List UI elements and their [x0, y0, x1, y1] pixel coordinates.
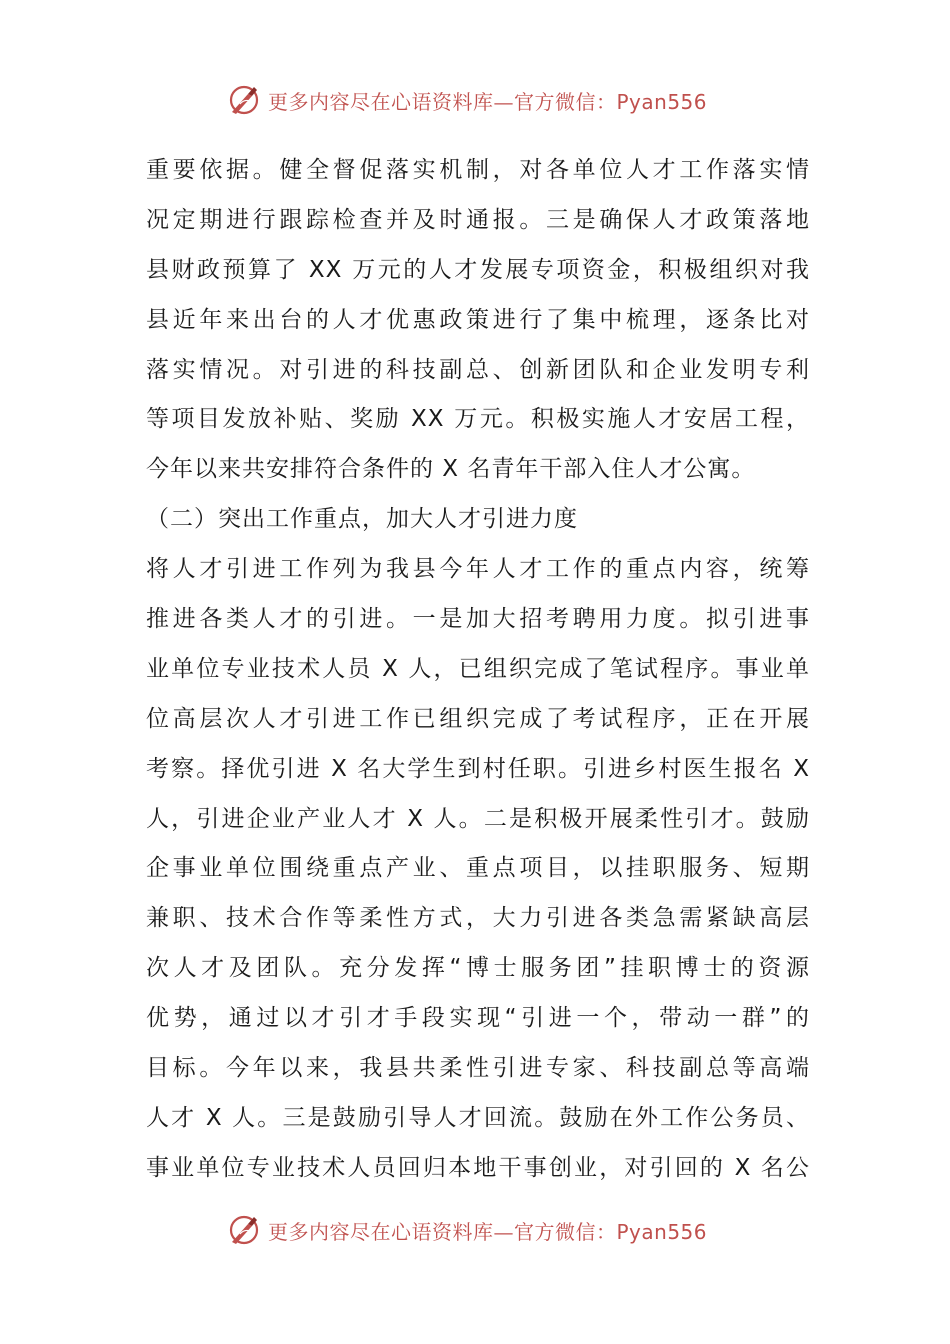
text-line: 业单位专业技术人员 X 人，已组织完成了笔试程序。事业单 [146, 655, 810, 682]
text-line: 人，引进企业产业人才 X 人。二是积极开展柔性引才。鼓励 [146, 805, 810, 832]
text-line: 优势，通过以才引才手段实现“引进一个，带动一群”的 [146, 1005, 810, 1032]
text-line: 目标。今年以来，我县共柔性引进专家、科技副总等高端 [146, 1055, 810, 1082]
footer-banner-text: 更多内容尽在心语资料库—官方微信：Pyan556 [268, 1219, 708, 1244]
pen-circle-logo-icon [226, 82, 262, 118]
text-line: 县近年来出台的人才优惠政策进行了集中梳理，逐条比对 [146, 306, 810, 333]
text-line: 县财政预算了 XX 万元的人才发展专项资金，积极组织对我 [146, 256, 810, 283]
section-heading: （二）突出工作重点，加大人才引进力度 [146, 506, 578, 533]
header-banner-text: 更多内容尽在心语资料库—官方微信：Pyan556 [268, 89, 708, 114]
text-line: 事业单位专业技术人员回归本地干事创业，对引回的 X 名公 [146, 1154, 810, 1181]
text-line: 等项目发放补贴、奖励 XX 万元。积极实施人才安居工程， [146, 406, 810, 433]
text-line: 落实情况。对引进的科技副总、创新团队和企业发明专利 [146, 356, 810, 383]
text-line: 位高层次人才引进工作已组织完成了考试程序，正在开展 [146, 705, 810, 732]
footer-banner [226, 1210, 746, 1250]
text-line: 人才 X 人。三是鼓励引导人才回流。鼓励在外工作公务员、 [146, 1104, 810, 1131]
text-line: 将人才引进工作列为我县今年人才工作的重点内容，统筹 [146, 556, 810, 583]
body-text [146, 146, 810, 1194]
text-line: 次人才及团队。充分发挥“博士服务团”挂职博士的资源 [146, 955, 810, 982]
pen-circle-logo-icon [226, 1212, 262, 1248]
header-banner [226, 80, 746, 120]
text-line: 兼职、技术合作等柔性方式，大力引进各类急需紧缺高层 [146, 905, 810, 932]
text-line: 推进各类人才的引进。一是加大招考聘用力度。拟引进事 [146, 606, 810, 633]
text-line: 企事业单位围绕重点产业、重点项目，以挂职服务、短期 [146, 855, 810, 882]
text-line: 今年以来共安排符合条件的 X 名青年干部入住人才公寓。 [146, 456, 756, 483]
text-line: 况定期进行跟踪检查并及时通报。三是确保人才政策落地 [146, 206, 810, 233]
text-line: 考察。择优引进 X 名大学生到村任职。引进乡村医生报名 X [146, 755, 810, 782]
text-line: 重要依据。健全督促落实机制，对各单位人才工作落实情 [146, 157, 810, 183]
